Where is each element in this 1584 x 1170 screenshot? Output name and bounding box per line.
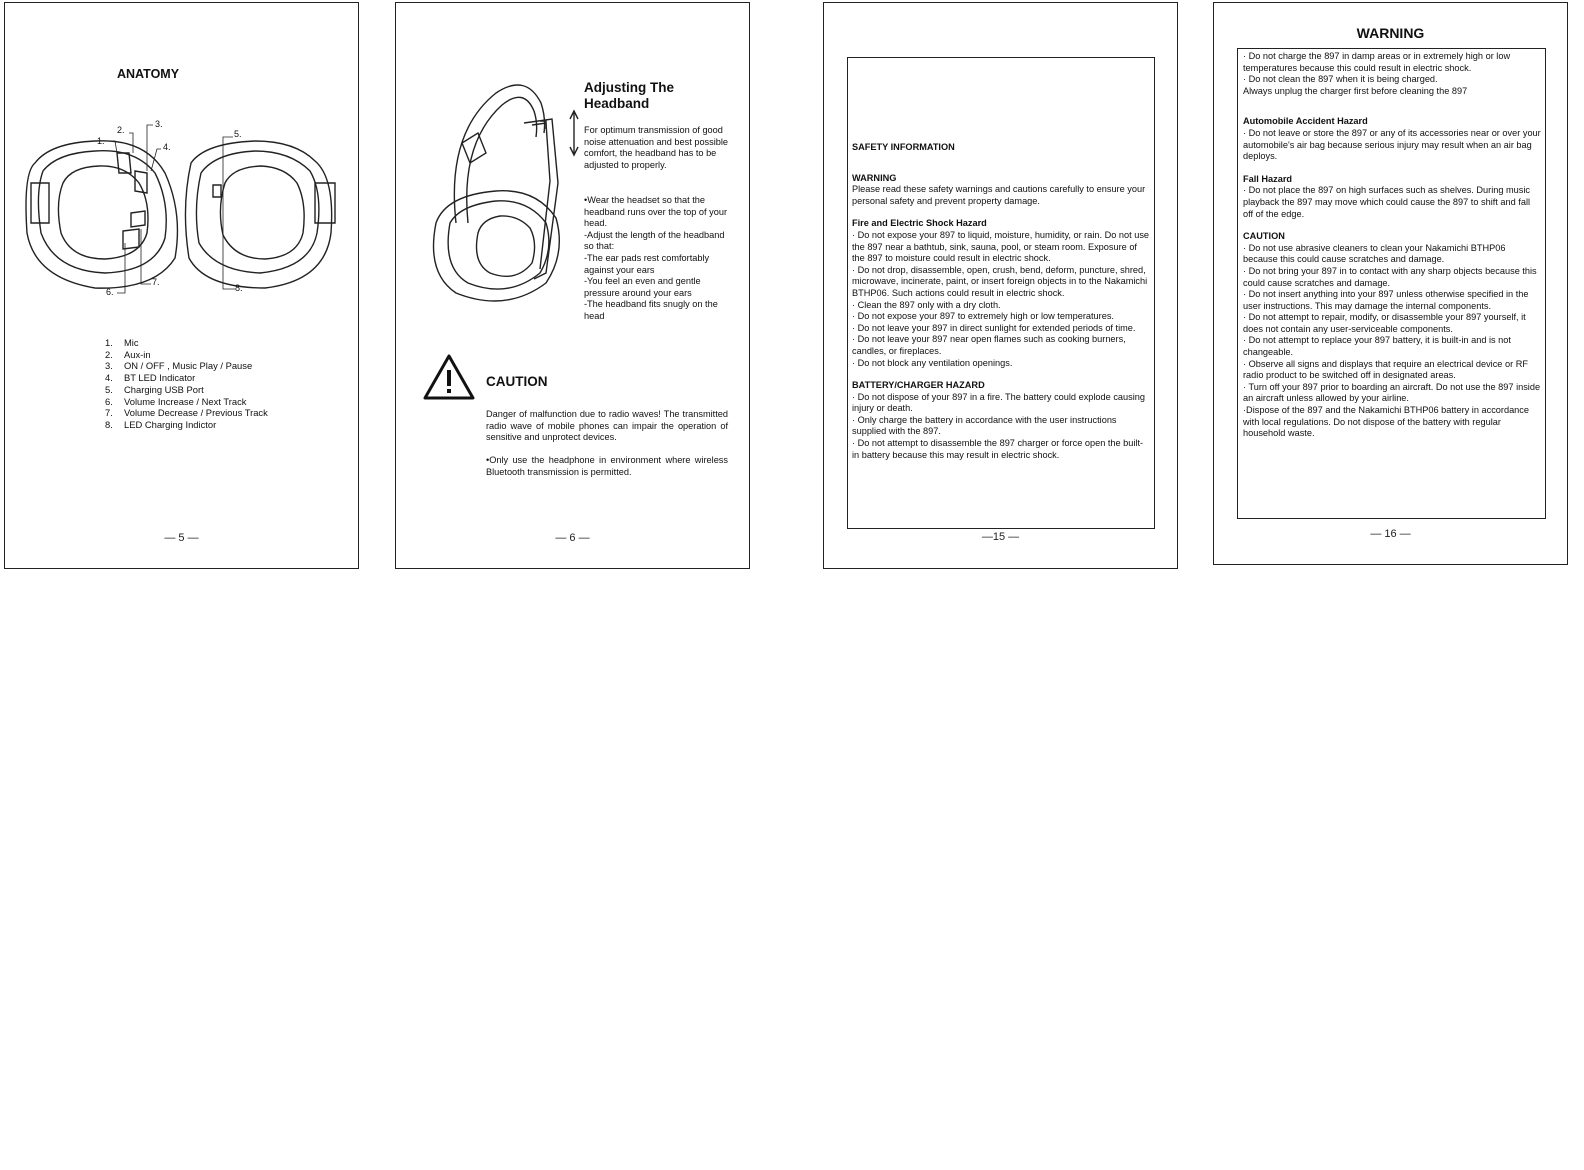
- legend-item: 1. Mic: [105, 337, 139, 348]
- warning-heading: WARNING: [1356, 25, 1425, 41]
- anatomy-legend: [105, 337, 268, 431]
- headphones-anatomy-illustration: [5, 3, 360, 570]
- safety-heading: SAFETY INFORMATION: [852, 142, 955, 152]
- page-number: —15 —: [981, 531, 1020, 543]
- callout-7: 7.: [152, 277, 160, 287]
- caution-title: CAUTION: [1243, 231, 1285, 242]
- legend-item: 7. Volume Decrease / Previous Track: [105, 407, 268, 419]
- callout-6: 6.: [106, 287, 114, 297]
- headband-title: Adjusting The Headband: [584, 80, 674, 111]
- page-number: — 5 —: [164, 532, 199, 544]
- warning-title: WARNING: [852, 172, 897, 183]
- auto-hazard-title: Automobile Accident Hazard: [1243, 116, 1368, 127]
- manual-page-6: [395, 2, 750, 569]
- warning-triangle-icon: [422, 353, 476, 401]
- fire-hazard-text: · Do not expose your 897 to liquid, moisture, humidity, or rain. Do not use the 897 near a bathtub, sink, sauna, pool, or steam room. Exposure of the 897 to moisture could result in electric shock. · Do not drop, disassemble, open, crush, bend, deform, puncture, shred, microwave, incinerate, paint, or insert foreign objects in to the Nakamichi BTHP06. Such actions could result in electric shock. · Clean the 897 only with a dry cloth. · Do not expose your 897 to extremely high or low temperatures. · Do not leave your 897 in direct sunlight for extended periods of time. · Do not leave your 897 near open flames such as cooking burners, candles, or fireplaces. · Do not block any ventilation openings.: [852, 229, 1150, 368]
- warning-text: Please read these safety warnings and cautions carefully to ensure your personal safety and prevent property damage.: [852, 184, 1146, 206]
- headphones-side-illustration: [416, 73, 596, 313]
- caution-text-2: •Only use the headphone in environment where wireless Bluetooth transmission is permitted.: [486, 455, 728, 477]
- legend-item: 4. BT LED Indicator: [105, 372, 196, 384]
- battery-hazard-title: BATTERY/CHARGER HAZARD: [852, 380, 985, 391]
- manual-page-15: [823, 2, 1178, 569]
- caution-text: · Do not use abrasive cleaners to clean your Nakamichi BTHP06 because this could cause scratches and damage. · Do not bring your 897 in to contact with any sharp objects because this could cause scratches and damage. · Do not insert anything into your 897 unless otherwise specified in the user instructions. This may damage the internal components. · Do not attempt to repair, modify, or disassemble your 897 yourself, it does not contain any user-serviceable components. · Do not attempt to replace your 897 battery, it is built-in and is not changeable. · Observe all signs and displays that require an electrical device or RF radio product to be switched off in designated areas. · Turn off your 897 prior to boarding an aircraft. Do not use the 897 inside an aircraft unless allowed by your airline. ·Dispose of the 897 and the Nakamichi BTHP06 battery in accordance with local regulations. Do not dispose of the battery with regular household waste.: [1243, 242, 1541, 439]
- headband-intro: For optimum transmission of good noise attenuation and best possible comfort, the headband has to be adjusted to properly.: [584, 125, 729, 170]
- fire-hazard-title: Fire and Electric Shock Hazard: [852, 218, 987, 229]
- legend-item: 2. Aux-in: [105, 348, 151, 360]
- fall-hazard-text: · Do not place the 897 on high surfaces such as shelves. During music playback the 897 may move which could cause the 897 to shift and fall off of the edge.: [1243, 185, 1531, 219]
- legend-item: 3. ON / OFF , Music Play / Pause: [105, 360, 253, 372]
- page-number: — 16 —: [1370, 528, 1411, 540]
- callout-2: 2.: [117, 125, 125, 135]
- callout-1: 1.: [97, 136, 105, 146]
- callout-3: 3.: [155, 119, 163, 129]
- caution-text-1: Danger of malfunction due to radio waves! The transmitted radio wave of mobile phones can impair the operation of sensitive and unprotect devices.: [486, 409, 728, 443]
- manual-page-16: [1213, 2, 1568, 565]
- anatomy-title: ANATOMY: [117, 67, 180, 81]
- legend-item: 8. LED Charging Indictor: [105, 418, 217, 430]
- manual-page-5: [4, 2, 359, 569]
- callout-8: 8.: [235, 283, 243, 293]
- headband-steps: •Wear the headset so that the headband runs over the top of your head. -Adjust the length of the headband so that: -The ear pads rest comfortably against your ears -You feel an even and gentle pressure around your ears -The headband fits snugly on the head: [584, 195, 728, 321]
- page-number: — 6 —: [555, 532, 590, 544]
- legend-item: 6. Volume Increase / Next Track: [105, 395, 247, 407]
- legend-item: 5. Charging USB Port: [105, 383, 204, 395]
- caution-title: CAUTION: [486, 374, 548, 389]
- callout-4: 4.: [163, 142, 171, 152]
- warning-text: · Do not charge the 897 in damp areas or in extremely high or low temperatures because this could result in electric shock. · Do not clean the 897 when it is being charged. Always unplug the charger first before cleaning the 897: [1243, 51, 1511, 96]
- fall-hazard-title: Fall Hazard: [1243, 173, 1293, 184]
- callout-5: 5.: [234, 129, 242, 139]
- battery-hazard-text: · Do not dispose of your 897 in a fire. The battery could explode causing injury or death. · Only charge the battery in accordance with the user instructions supplied with the 897. · Do not attempt to disassemble the 897 charger or force open the built-in battery because this may result in electric shock.: [852, 391, 1145, 460]
- auto-hazard-text: · Do not leave or store the 897 or any of its accessories near or over your automobile's air bag because serious injury may result when an air bag deploys.: [1243, 127, 1541, 162]
